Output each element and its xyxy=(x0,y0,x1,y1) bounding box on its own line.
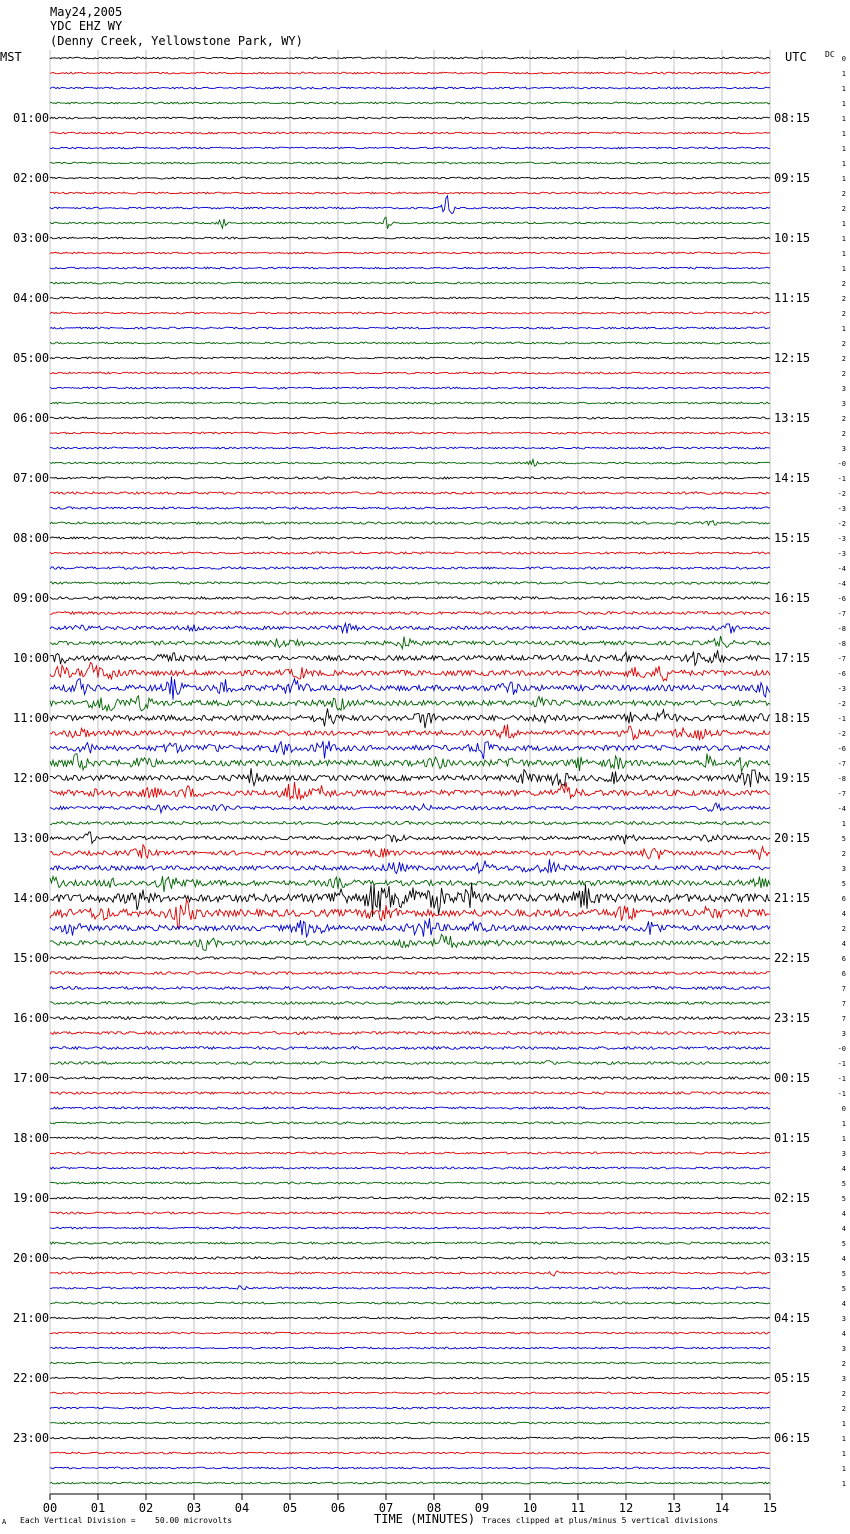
trace-64 xyxy=(50,1002,770,1005)
dc-offset: 1 xyxy=(841,100,846,108)
trace-96 xyxy=(50,1482,770,1484)
trace-84 xyxy=(50,1302,770,1304)
mst-label: 12:00 xyxy=(13,771,50,785)
dc-offset: -4 xyxy=(837,805,846,813)
dc-offset: 4 xyxy=(841,940,846,948)
mst-label: 19:00 xyxy=(13,1191,50,1205)
trace-29 xyxy=(50,477,770,479)
mst-label: 21:00 xyxy=(13,1311,50,1325)
utc-label: 03:15 xyxy=(774,1251,811,1265)
x-tick-label: 09 xyxy=(474,1501,490,1515)
trace-1 xyxy=(50,57,770,59)
dc-offset: 7 xyxy=(841,1000,846,1008)
dc-offset: 1 xyxy=(841,1435,846,1443)
utc-label: 12:15 xyxy=(774,351,811,365)
corner-mark: A xyxy=(2,1518,7,1526)
trace-group xyxy=(50,57,770,1484)
dc-offset: 1 xyxy=(841,175,846,183)
dc-offset: 2 xyxy=(841,190,846,198)
dc-offset: -1 xyxy=(837,1090,846,1098)
dc-offset: 2 xyxy=(841,925,846,933)
trace-13 xyxy=(50,237,770,239)
dc-offset: -7 xyxy=(837,610,846,618)
dc-offset: 6 xyxy=(841,970,846,978)
x-tick-label: 03 xyxy=(186,1501,202,1515)
trace-52 xyxy=(50,821,770,824)
trace-12 xyxy=(50,217,770,229)
trace-69 xyxy=(50,1077,770,1079)
mst-hour-labels xyxy=(13,111,49,1445)
trace-2 xyxy=(50,72,770,74)
dc-offset: 3 xyxy=(841,385,846,393)
dc-offset: -2 xyxy=(837,490,846,498)
trace-44 xyxy=(50,696,770,711)
utc-label: 06:15 xyxy=(774,1431,811,1445)
trace-67 xyxy=(50,1047,770,1050)
dc-offset: -6 xyxy=(837,595,846,603)
dc-offset: 1 xyxy=(841,1135,846,1143)
trace-34 xyxy=(50,552,770,554)
trace-48 xyxy=(50,754,770,772)
dc-offset: -2 xyxy=(837,730,846,738)
mst-label: 15:00 xyxy=(13,951,50,965)
utc-label: 18:15 xyxy=(774,711,811,725)
dc-offset: 2 xyxy=(841,280,846,288)
dc-offset: 1 xyxy=(841,1420,846,1428)
trace-66 xyxy=(50,1032,770,1035)
trace-25 xyxy=(50,417,770,419)
utc-label: 11:15 xyxy=(774,291,811,305)
dc-offset: -7 xyxy=(837,760,846,768)
dc-offset: 2 xyxy=(841,415,846,423)
x-tick-label: 14 xyxy=(714,1501,730,1515)
utc-label: 04:15 xyxy=(774,1311,811,1325)
trace-17 xyxy=(50,297,770,299)
mst-label: 11:00 xyxy=(13,711,50,725)
dc-offset: 6 xyxy=(841,895,846,903)
dc-offset: 2 xyxy=(841,1390,846,1398)
dc-offset: 1 xyxy=(841,115,846,123)
trace-32 xyxy=(50,521,770,526)
trace-9 xyxy=(50,177,770,179)
mst-label: 09:00 xyxy=(13,591,50,605)
trace-26 xyxy=(50,432,770,434)
trace-36 xyxy=(50,582,770,584)
dc-offset: 3 xyxy=(841,1150,846,1158)
dc-offset: 3 xyxy=(841,445,846,453)
dc-offset: -3 xyxy=(837,550,846,558)
mst-label: 07:00 xyxy=(13,471,50,485)
mst-label: 02:00 xyxy=(13,171,50,185)
utc-label: 15:15 xyxy=(774,531,811,545)
mst-label: 06:00 xyxy=(13,411,50,425)
dc-offset: -1 xyxy=(837,1060,846,1068)
trace-72 xyxy=(50,1122,770,1124)
dc-offset: -3 xyxy=(837,505,846,513)
dc-offset: 1 xyxy=(841,325,846,333)
trace-77 xyxy=(50,1197,770,1199)
dc-offset: 1 xyxy=(841,820,846,828)
dc-offset: -0 xyxy=(837,460,846,468)
utc-label: 16:15 xyxy=(774,591,811,605)
dc-offset: 7 xyxy=(841,985,846,993)
utc-label: 01:15 xyxy=(774,1131,811,1145)
dc-offset: 3 xyxy=(841,400,846,408)
mst-label: 20:00 xyxy=(13,1251,50,1265)
utc-label: 10:15 xyxy=(774,231,811,245)
trace-8 xyxy=(50,162,770,164)
dc-offset: 1 xyxy=(841,130,846,138)
trace-56 xyxy=(50,876,770,892)
station-location: (Denny Creek, Yellowstone Park, WY) xyxy=(50,34,303,48)
dc-offset: 4 xyxy=(841,1330,846,1338)
dc-offset: 1 xyxy=(841,1450,846,1458)
dc-offset: 4 xyxy=(841,910,846,918)
trace-68 xyxy=(50,1061,770,1065)
mst-label: 16:00 xyxy=(13,1011,50,1025)
dc-offset: -7 xyxy=(837,790,846,798)
dc-offset: 5 xyxy=(841,1240,846,1248)
mst-label: 22:00 xyxy=(13,1371,50,1385)
mst-label: 14:00 xyxy=(13,891,50,905)
dc-offset: 4 xyxy=(841,1165,846,1173)
x-tick-label: 10 xyxy=(522,1501,538,1515)
dc-offset: 1 xyxy=(841,1465,846,1473)
minute-grid xyxy=(50,50,770,1494)
dc-offset: 1 xyxy=(841,235,846,243)
dc-offset: 5 xyxy=(841,835,846,843)
dc-offset: 2 xyxy=(841,295,846,303)
x-tick-label: 07 xyxy=(378,1501,394,1515)
right-axis-title: UTC xyxy=(785,50,807,64)
dc-offset: 2 xyxy=(841,1360,846,1368)
trace-87 xyxy=(50,1347,770,1349)
dc-offset: 3 xyxy=(841,865,846,873)
dc-offset: -2 xyxy=(837,700,846,708)
mst-label: 03:00 xyxy=(13,231,50,245)
dc-offset: 1 xyxy=(841,1120,846,1128)
dc-offset: 1 xyxy=(841,70,846,78)
mst-label: 10:00 xyxy=(13,651,50,665)
dc-offset: -1 xyxy=(837,715,846,723)
trace-10 xyxy=(50,192,770,194)
dc-offset: 0 xyxy=(841,55,846,63)
dc-offset: 2 xyxy=(841,355,846,363)
trace-88 xyxy=(50,1362,770,1364)
trace-70 xyxy=(50,1092,770,1094)
trace-3 xyxy=(50,87,770,89)
dc-offset: 1 xyxy=(841,250,846,258)
scale-prefix: Each Vertical Division = xyxy=(20,1516,136,1525)
trace-19 xyxy=(50,327,770,329)
x-tick-label: 11 xyxy=(570,1501,586,1515)
trace-78 xyxy=(50,1212,770,1214)
left-axis-title: MST xyxy=(0,50,22,64)
trace-92 xyxy=(50,1422,770,1424)
dc-offset: 6 xyxy=(841,955,846,963)
trace-93 xyxy=(50,1437,770,1439)
mst-label: 05:00 xyxy=(13,351,50,365)
trace-30 xyxy=(50,492,770,495)
trace-75 xyxy=(50,1167,770,1169)
trace-91 xyxy=(50,1407,770,1409)
trace-60 xyxy=(50,934,770,950)
dc-offset: 4 xyxy=(841,1255,846,1263)
trace-20 xyxy=(50,342,770,344)
trace-23 xyxy=(50,387,770,389)
trace-27 xyxy=(50,447,770,449)
record-date: May24,2005 xyxy=(50,5,123,19)
dc-offset: 5 xyxy=(841,880,846,888)
utc-label: 02:15 xyxy=(774,1191,811,1205)
trace-11 xyxy=(50,196,770,214)
trace-61 xyxy=(50,957,770,960)
utc-label: 23:15 xyxy=(774,1011,811,1025)
trace-82 xyxy=(50,1271,770,1276)
trace-86 xyxy=(50,1332,770,1334)
dc-offset: 1 xyxy=(841,160,846,168)
x-tick-label: 05 xyxy=(282,1501,298,1515)
clip-note: Traces clipped at plus/minus 5 vertical divisions xyxy=(482,1516,719,1525)
dc-offset-labels xyxy=(838,55,846,1488)
x-tick-label: 13 xyxy=(666,1501,682,1515)
trace-46 xyxy=(50,724,770,740)
trace-73 xyxy=(50,1137,770,1139)
dc-offset: 1 xyxy=(841,85,846,93)
trace-90 xyxy=(50,1392,770,1394)
utc-label: 09:15 xyxy=(774,171,811,185)
trace-40 xyxy=(50,636,770,649)
dc-offset: -2 xyxy=(837,520,846,528)
x-tick-label: 00 xyxy=(42,1501,58,1515)
utc-label: 21:15 xyxy=(774,891,811,905)
utc-label: 00:15 xyxy=(774,1071,811,1085)
dc-offset: 5 xyxy=(841,1195,846,1203)
trace-55 xyxy=(50,859,770,873)
trace-95 xyxy=(50,1467,770,1469)
trace-71 xyxy=(50,1107,770,1109)
trace-14 xyxy=(50,252,770,254)
trace-37 xyxy=(50,597,770,600)
trace-6 xyxy=(50,132,770,134)
station-code: YDC EHZ WY xyxy=(50,19,123,33)
mst-label: 13:00 xyxy=(13,831,50,845)
dc-column-title: DC xyxy=(825,50,835,59)
dc-offset: 7 xyxy=(841,1015,846,1023)
trace-83 xyxy=(50,1286,770,1290)
trace-85 xyxy=(50,1317,770,1319)
utc-label: 20:15 xyxy=(774,831,811,845)
x-tick-label: 01 xyxy=(90,1501,106,1515)
trace-53 xyxy=(50,832,770,844)
trace-33 xyxy=(50,537,770,539)
x-tick-label: 08 xyxy=(426,1501,442,1515)
dc-offset: 1 xyxy=(841,1480,846,1488)
dc-offset: -6 xyxy=(837,745,846,753)
scale-value: 50.00 microvolts xyxy=(155,1516,233,1525)
trace-51 xyxy=(50,803,770,813)
dc-offset: 4 xyxy=(841,1300,846,1308)
dc-offset: 5 xyxy=(841,1270,846,1278)
dc-offset: 3 xyxy=(841,1030,846,1038)
trace-18 xyxy=(50,312,770,314)
trace-42 xyxy=(50,663,770,681)
dc-offset: -3 xyxy=(837,535,846,543)
trace-16 xyxy=(50,282,770,284)
x-tick-label: 06 xyxy=(330,1501,346,1515)
dc-offset: 1 xyxy=(841,145,846,153)
dc-offset: -1 xyxy=(837,1075,846,1083)
dc-offset: 2 xyxy=(841,1405,846,1413)
trace-62 xyxy=(50,972,770,975)
trace-49 xyxy=(50,768,770,787)
dc-offset: 2 xyxy=(841,310,846,318)
dc-offset: 1 xyxy=(841,220,846,228)
trace-31 xyxy=(50,507,770,509)
x-tick-label: 12 xyxy=(618,1501,634,1515)
utc-label: 05:15 xyxy=(774,1371,811,1385)
trace-79 xyxy=(50,1227,770,1229)
dc-offset: 5 xyxy=(841,1285,846,1293)
trace-59 xyxy=(50,918,770,937)
dc-offset: 2 xyxy=(841,340,846,348)
trace-63 xyxy=(50,987,770,990)
trace-76 xyxy=(50,1182,770,1184)
dc-offset: 2 xyxy=(841,430,846,438)
dc-offset: 2 xyxy=(841,205,846,213)
dc-offset: -4 xyxy=(837,580,846,588)
dc-offset: 3 xyxy=(841,1345,846,1353)
utc-label: 14:15 xyxy=(774,471,811,485)
dc-offset: -8 xyxy=(837,640,846,648)
dc-offset: 1 xyxy=(841,265,846,273)
dc-offset: -3 xyxy=(837,685,846,693)
utc-label: 17:15 xyxy=(774,651,811,665)
trace-35 xyxy=(50,567,770,569)
mst-label: 23:00 xyxy=(13,1431,50,1445)
trace-15 xyxy=(50,267,770,269)
trace-5 xyxy=(50,117,770,119)
trace-54 xyxy=(50,845,770,860)
dc-offset: -4 xyxy=(837,565,846,573)
dc-offset: -7 xyxy=(837,655,846,663)
utc-hour-labels xyxy=(774,111,810,1445)
trace-41 xyxy=(50,650,770,665)
mst-label: 08:00 xyxy=(13,531,50,545)
trace-65 xyxy=(50,1017,770,1020)
dc-offset: 0 xyxy=(841,1105,846,1113)
trace-39 xyxy=(50,623,770,633)
utc-label: 22:15 xyxy=(774,951,811,965)
trace-43 xyxy=(50,677,770,700)
trace-94 xyxy=(50,1452,770,1454)
dc-offset: 2 xyxy=(841,370,846,378)
mst-label: 17:00 xyxy=(13,1071,50,1085)
utc-label: 08:15 xyxy=(774,111,811,125)
x-tick-label: 04 xyxy=(234,1501,250,1515)
trace-50 xyxy=(50,782,770,799)
trace-22 xyxy=(50,372,770,374)
trace-81 xyxy=(50,1257,770,1259)
dc-offset: 3 xyxy=(841,1315,846,1323)
dc-offset: 3 xyxy=(841,1375,846,1383)
x-tick-label: 15 xyxy=(762,1501,778,1515)
dc-offset: 2 xyxy=(841,850,846,858)
trace-21 xyxy=(50,357,770,359)
mst-label: 01:00 xyxy=(13,111,50,125)
mst-label: 18:00 xyxy=(13,1131,50,1145)
utc-label: 19:15 xyxy=(774,771,811,785)
trace-47 xyxy=(50,741,770,759)
mst-label: 04:00 xyxy=(13,291,50,305)
dc-offset: -8 xyxy=(837,775,846,783)
trace-74 xyxy=(50,1152,770,1154)
trace-80 xyxy=(50,1242,770,1244)
dc-offset: -6 xyxy=(837,670,846,678)
trace-38 xyxy=(50,612,770,615)
dc-offset: 4 xyxy=(841,1225,846,1233)
trace-89 xyxy=(50,1377,770,1379)
trace-58 xyxy=(50,900,770,928)
trace-4 xyxy=(50,102,770,104)
dc-offset: 4 xyxy=(841,1210,846,1218)
trace-24 xyxy=(50,402,770,404)
trace-45 xyxy=(50,708,770,728)
x-axis-label: TIME (MINUTES) xyxy=(374,1512,476,1526)
dc-offset: -8 xyxy=(837,625,846,633)
x-tick-label: 02 xyxy=(138,1501,154,1515)
utc-label: 13:15 xyxy=(774,411,811,425)
dc-offset: -0 xyxy=(837,1045,846,1053)
trace-28 xyxy=(50,459,770,466)
trace-7 xyxy=(50,147,770,149)
dc-offset: 5 xyxy=(841,1180,846,1188)
dc-offset: -1 xyxy=(837,475,846,483)
